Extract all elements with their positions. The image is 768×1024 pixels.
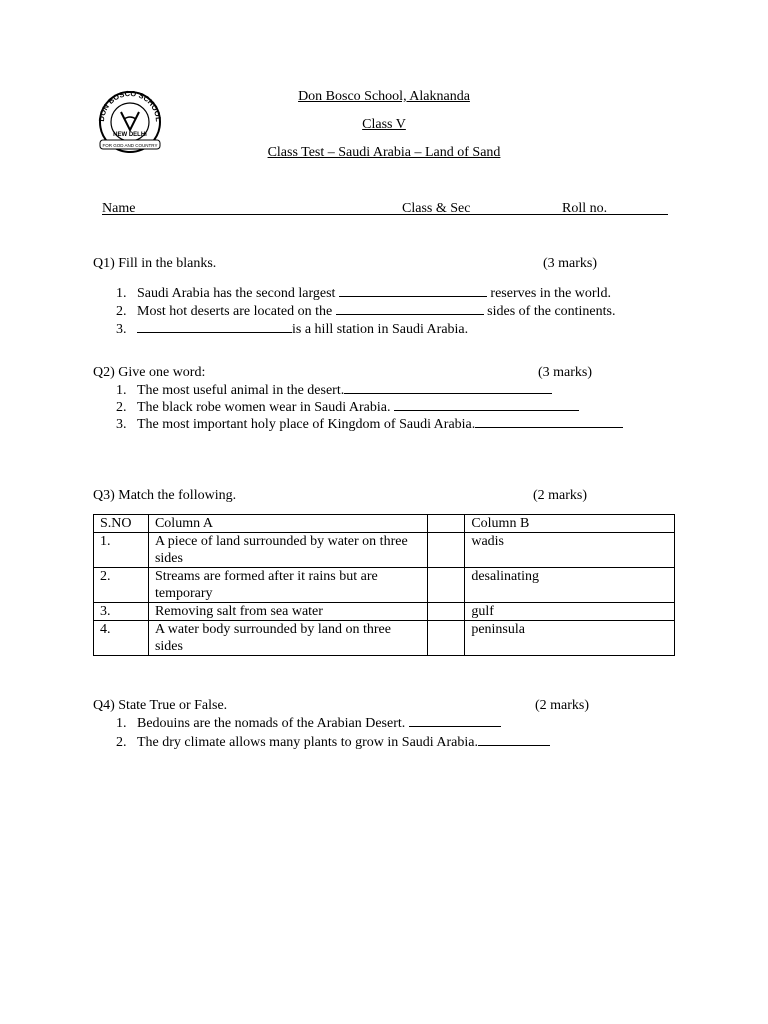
cell-column-a: A water body surrounded by land on three sides: [148, 621, 427, 656]
school-name: Don Bosco School, Alaknanda: [298, 89, 470, 104]
q1-title: Q1) Fill in the blanks.: [93, 256, 217, 271]
cell-column-a: Removing salt from sea water: [148, 603, 427, 621]
header-sno: S.NO: [94, 515, 149, 533]
cell-answer[interactable]: [428, 568, 465, 603]
cell-column-b: peninsula: [465, 621, 675, 656]
svg-text:DON BOSCO SCHOOL: DON BOSCO SCHOOL: [96, 88, 164, 123]
cell-answer[interactable]: [428, 533, 465, 568]
answer-blank[interactable]: [478, 732, 550, 746]
q1-item-2: 2. Most hot deserts are located on the sides of the continents.: [116, 301, 615, 320]
answer-blank[interactable]: [475, 414, 623, 428]
q1-item-3: 3. is a hill station in Saudi Arabia.: [116, 319, 468, 338]
header-column-b: Column B: [465, 515, 675, 533]
name-label: Name: [102, 201, 136, 216]
match-table: [93, 514, 675, 656]
q2-marks: (3 marks): [538, 365, 593, 380]
answer-blank[interactable]: [336, 301, 484, 315]
cell-sno: 3.: [94, 603, 149, 621]
cell-column-b: gulf: [465, 603, 675, 621]
table-row: [94, 621, 675, 656]
class-sec-label: Class & Sec: [402, 201, 471, 216]
q3-title: Q3) Match the following.: [93, 488, 237, 503]
answer-blank[interactable]: [137, 319, 292, 333]
q4-item-2: 2. The dry climate allows many plants to grow in Saudi Arabia.: [116, 732, 550, 751]
cell-column-b: desalinating: [465, 568, 675, 603]
q4-marks: (2 marks): [535, 698, 590, 713]
q2-title: Q2) Give one word:: [93, 365, 206, 380]
cell-column-a: Streams are formed after it rains but are temporary: [148, 568, 427, 603]
q2-item-3: 3. The most important holy place of Kingdom of Saudi Arabia.: [116, 414, 623, 433]
header-blank: [428, 515, 465, 533]
table-row: [94, 603, 675, 621]
table-header-row: [94, 515, 675, 533]
cell-answer[interactable]: [428, 621, 465, 656]
q4-title: Q4) State True or False.: [93, 698, 228, 713]
q4-item-1: 1. Bedouins are the nomads of the Arabian Desert.: [116, 713, 501, 732]
student-info-row: [102, 200, 668, 218]
class-title: Class V: [362, 117, 406, 132]
table-row: [94, 568, 675, 603]
header-column-a: Column A: [148, 515, 427, 533]
cell-column-a: A piece of land surrounded by water on three sides: [148, 533, 427, 568]
cell-answer[interactable]: [428, 603, 465, 621]
q3-marks: (2 marks): [533, 488, 588, 503]
q1-marks: (3 marks): [543, 256, 598, 271]
answer-blank[interactable]: [409, 713, 501, 727]
cell-sno: 4.: [94, 621, 149, 656]
q1-item-1: 1. Saudi Arabia has the second largest reserves in the world.: [116, 283, 611, 302]
svg-text:NEW DELHI: NEW DELHI: [113, 132, 147, 138]
svg-text:FOR GOD AND COUNTRY: FOR GOD AND COUNTRY: [102, 143, 158, 148]
answer-blank[interactable]: [339, 283, 487, 297]
roll-no-label: Roll no.: [562, 201, 608, 216]
table-row: [94, 533, 675, 568]
cell-sno: 1.: [94, 533, 149, 568]
test-title: Class Test – Saudi Arabia – Land of Sand: [267, 145, 501, 160]
cell-column-b: wadis: [465, 533, 675, 568]
answer-blank[interactable]: [344, 380, 552, 394]
q2-item-1: 1. The most useful animal in the desert.: [116, 380, 552, 399]
cell-sno: 2.: [94, 568, 149, 603]
q2-item-2: 2. The black robe women wear in Saudi Arabia.: [116, 397, 579, 416]
answer-blank[interactable]: [394, 397, 579, 411]
